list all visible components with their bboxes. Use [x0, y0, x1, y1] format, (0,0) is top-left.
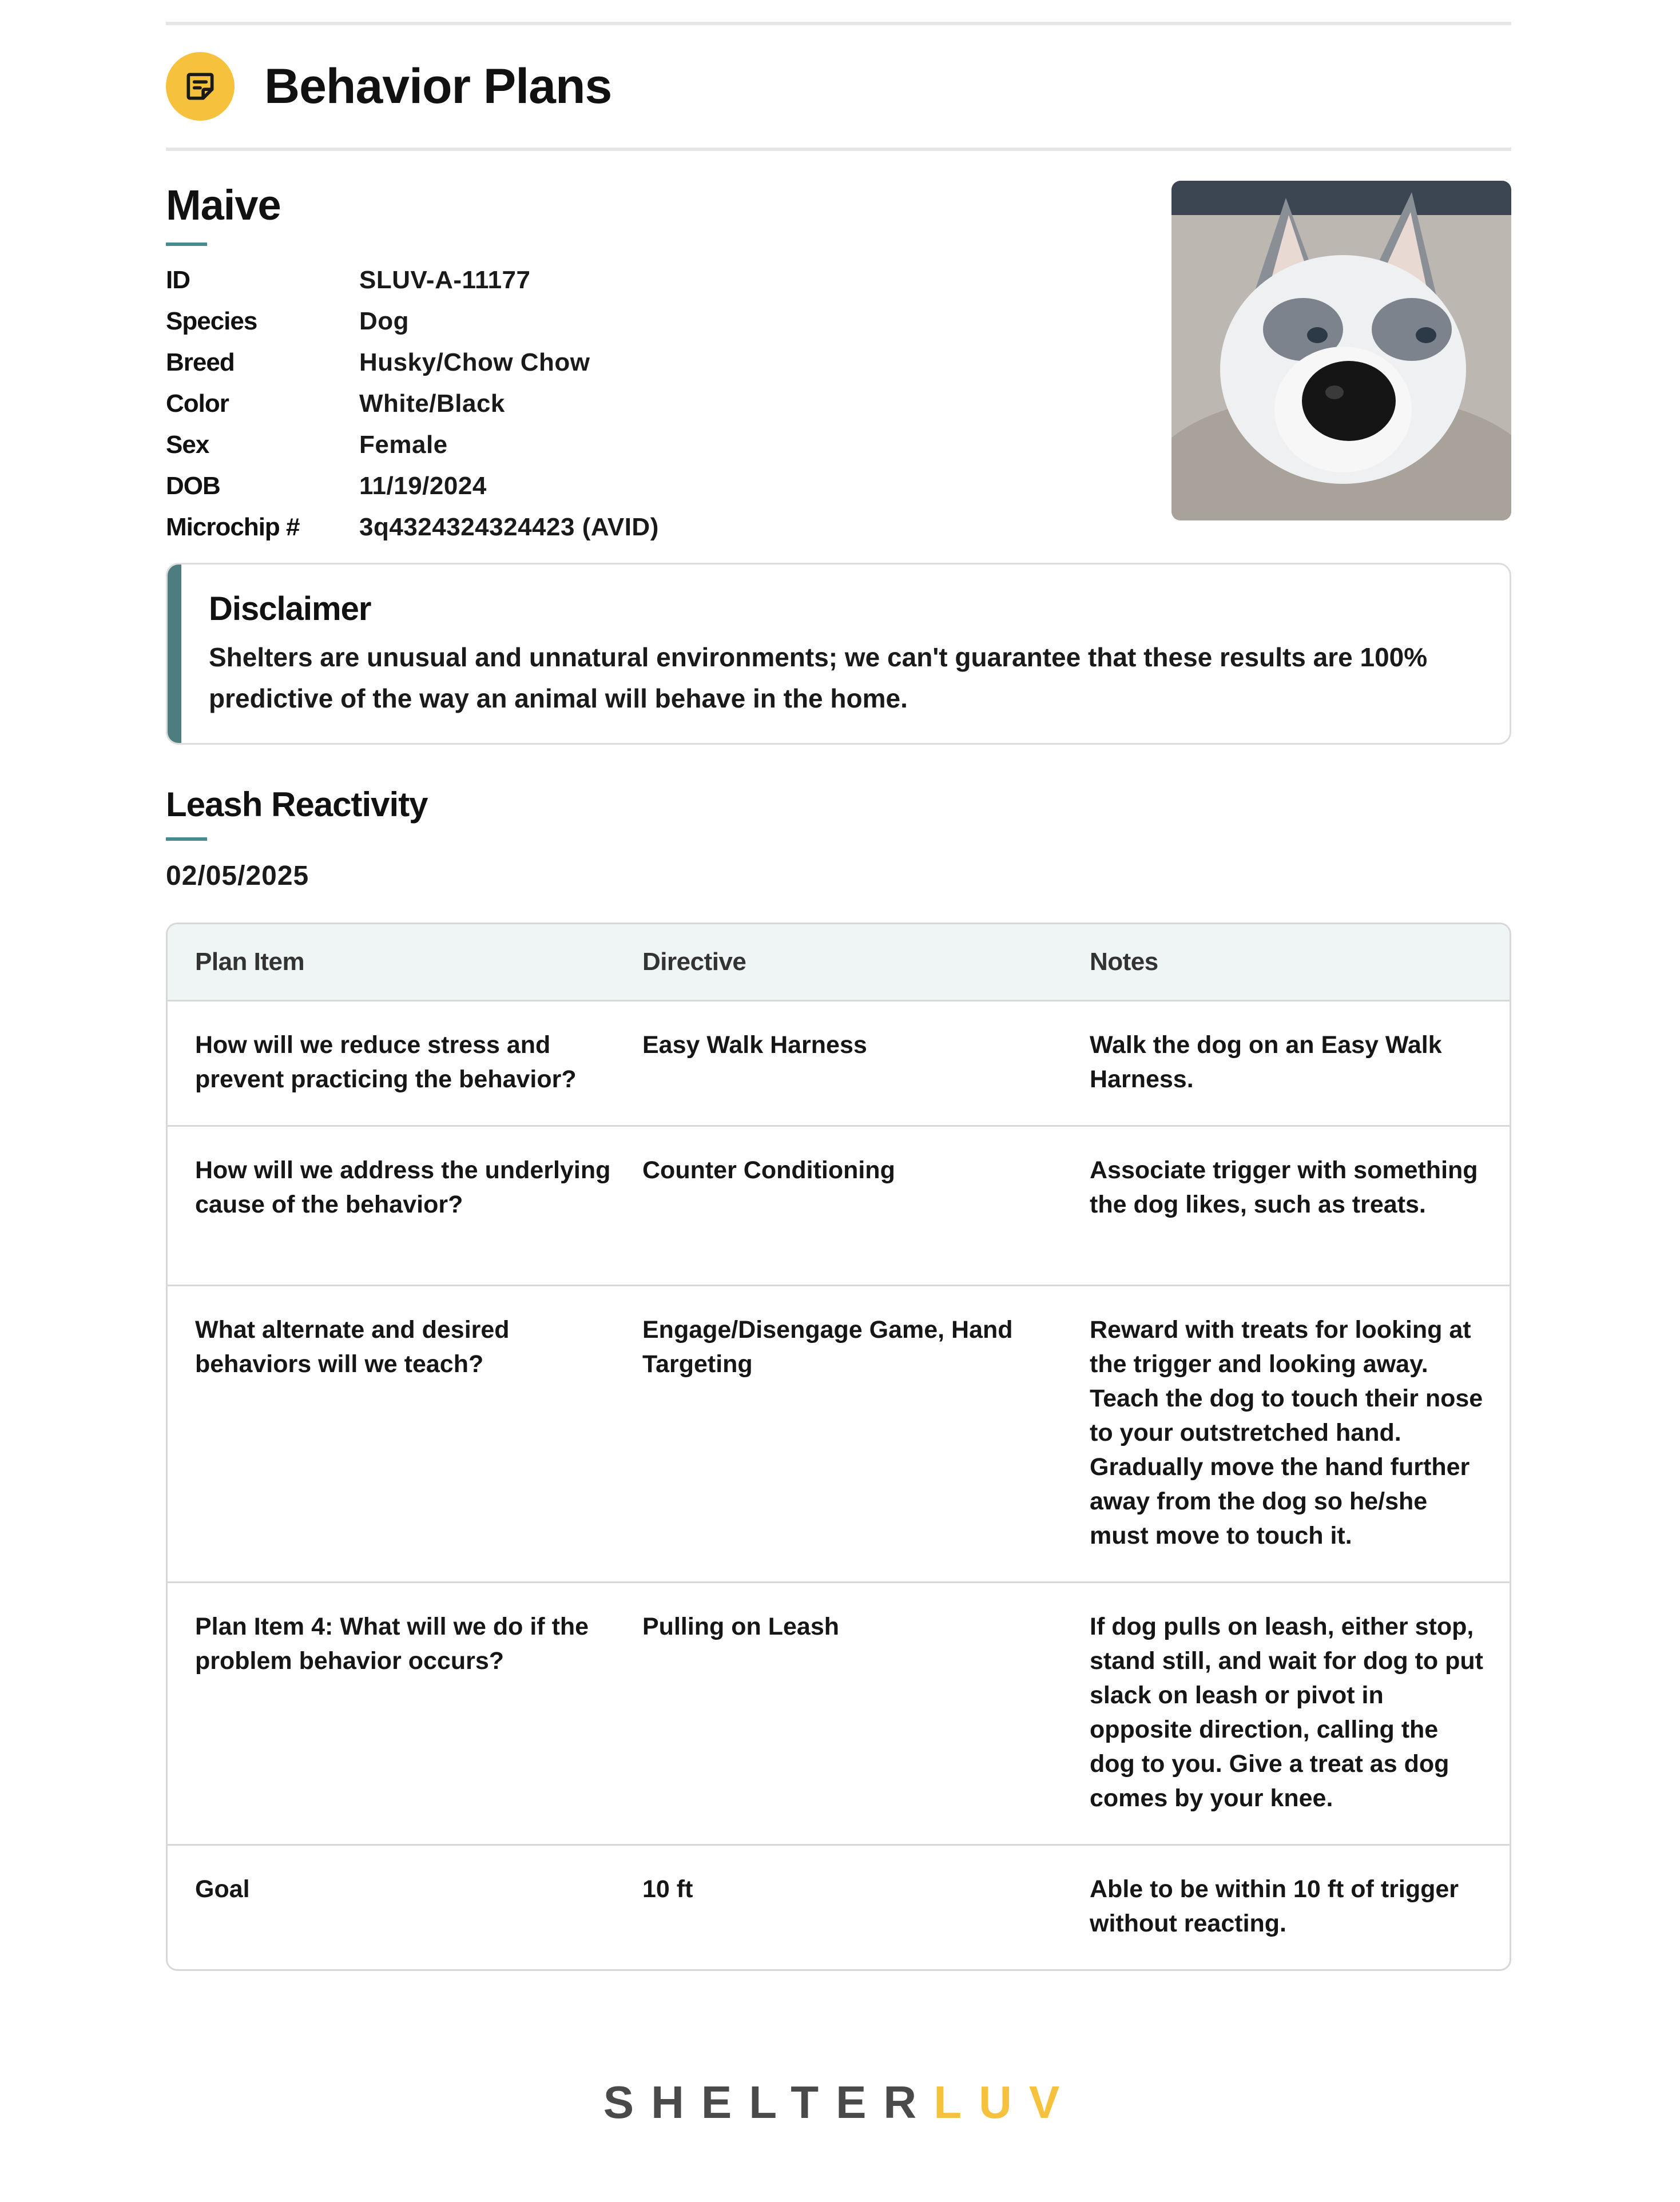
info-value: Husky/Chow Chow — [359, 348, 590, 376]
cell-plan-item: What alternate and desired behaviors will we teach? — [195, 1316, 510, 1378]
plan-table — [166, 923, 1511, 1971]
info-label: ID — [166, 266, 190, 294]
cell-plan-item: Plan Item 4: What will we do if the problem behavior occurs? — [195, 1613, 589, 1675]
plan-date: 02/05/2025 — [166, 861, 309, 891]
info-row-breed — [166, 342, 659, 383]
column-header: Plan Item — [195, 948, 305, 976]
page-header — [166, 25, 1511, 148]
info-value: Dog — [359, 307, 410, 335]
info-value: 3q4324324324423 (AVID) — [359, 513, 659, 541]
disclaimer-accent-bar — [168, 565, 181, 743]
info-label: DOB — [166, 472, 220, 500]
cell-notes: Able to be within 10 ft of trigger without reacting. — [1090, 1875, 1459, 1937]
info-value: White/Black — [359, 389, 505, 418]
cell-directive: Counter Conditioning — [642, 1156, 895, 1184]
disclaimer-text: Shelters are unusual and unnatural environments; we can't guarantee that these results are 100% predictive of the way an animal will behave in the home. — [209, 642, 1428, 713]
info-value: Female — [359, 431, 448, 459]
disclaimer-callout — [166, 563, 1511, 745]
info-label: Species — [166, 307, 257, 335]
cell-directive: Easy Walk Harness — [642, 1031, 867, 1059]
page-title: Behavior Plans — [264, 58, 612, 114]
info-label: Breed — [166, 348, 235, 376]
info-row-species — [166, 301, 659, 342]
cell-plan-item: How will we reduce stress and prevent practicing the behavior? — [195, 1031, 577, 1093]
logo-text-accent: LUV — [934, 2077, 1077, 2128]
animal-info-list — [166, 260, 659, 548]
name-accent-line — [166, 243, 207, 246]
cell-notes: If dog pulls on leash, either stop, stand still, and wait for dog to put slack on leash or pivot in opposite direction, calling the dog to you. Give a treat as dog comes by your knee. — [1090, 1613, 1483, 1812]
behavior-plan-page — [166, 0, 1511, 1971]
info-row-dob — [166, 466, 659, 507]
cell-plan-item: How will we address the underlying cause of the behavior? — [195, 1156, 611, 1218]
info-row-microchip — [166, 507, 659, 548]
info-row-color — [166, 383, 659, 424]
note-icon — [166, 52, 235, 121]
cell-directive: Pulling on Leash — [642, 1613, 840, 1640]
info-label: Sex — [166, 431, 209, 459]
info-value: SLUV-A-11177 — [359, 266, 531, 294]
table-row — [168, 1583, 1510, 1846]
table-row — [168, 1127, 1510, 1286]
plan-title: Leash Reactivity — [166, 785, 428, 824]
info-row-sex — [166, 424, 659, 466]
table-row — [168, 1846, 1510, 1969]
column-header: Notes — [1090, 948, 1158, 976]
cell-notes: Walk the dog on an Easy Walk Harness. — [1090, 1031, 1442, 1093]
cell-notes: Reward with treats for looking at the trigger and looking away. Teach the dog to touch their nose to your outstretched hand. Gradually move the hand further away from the dog so he/she must move to touch it. — [1090, 1316, 1483, 1549]
column-header: Directive — [642, 948, 746, 976]
cell-notes: Associate trigger with something the dog likes, such as treats. — [1090, 1156, 1478, 1218]
info-row-id — [166, 260, 659, 301]
cell-directive: 10 ft — [642, 1875, 693, 1903]
cell-plan-item: Goal — [195, 1875, 250, 1903]
info-label: Color — [166, 389, 229, 418]
animal-summary — [166, 151, 1511, 563]
table-header — [168, 924, 1510, 1001]
plan-section — [166, 785, 1511, 1971]
info-label: Microchip # — [166, 513, 300, 541]
disclaimer-title: Disclaimer — [209, 590, 371, 627]
table-row — [168, 1286, 1510, 1583]
table-row — [168, 1001, 1510, 1127]
shelterluv-logo — [0, 2076, 1680, 2129]
info-value: 11/19/2024 — [359, 472, 487, 500]
cell-directive: Engage/Disengage Game, Hand Targeting — [642, 1316, 1013, 1378]
plan-accent-line — [166, 837, 207, 841]
animal-name: Maive — [166, 181, 281, 229]
animal-photo — [1171, 181, 1511, 520]
logo-text-primary: SHELTER — [603, 2077, 934, 2128]
